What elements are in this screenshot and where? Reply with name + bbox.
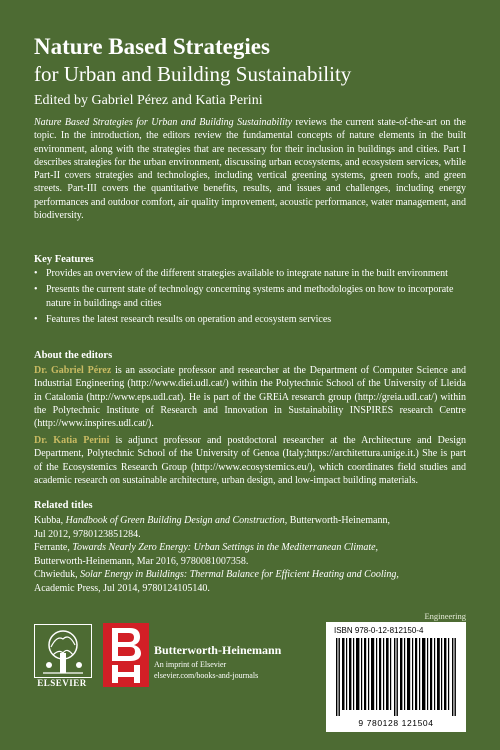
category-label: Engineering <box>424 611 466 621</box>
related-line: Butterworth-Heinemann, Mar 2016, 9780081007358. <box>34 555 249 567</box>
elsevier-tree-icon <box>35 625 91 677</box>
editor2-bio <box>34 434 466 487</box>
editor1-bio <box>34 364 466 430</box>
editors-line: Edited by Gabriel Pérez and Katia Perini <box>34 93 263 108</box>
related-titles-heading: Related titles <box>34 500 93 511</box>
about-editors-heading: About the editors <box>34 350 113 361</box>
editor2-text: is adjunct professor and postdoctoral researcher at the Architecture and Design Department, Polytechnic School of the University of Genoa (Italy;https://architettura.unige.it.) She is part of the Ecosystemics Research Group (http://www.ecosystemics.eu/), which coordinates field studies and academic research on sustainable architecture, urban design, and low-impact building materials. <box>34 435 466 486</box>
book-title: Nature Based Strategies <box>34 34 270 59</box>
barcode-bars <box>334 638 458 716</box>
key-features-heading: Key Features <box>34 254 94 265</box>
related-line: Jul 2012, 9780123851284. <box>34 528 141 540</box>
list-item: • Provides an overview of the different strategies available to integrate nature in the built environment <box>34 267 466 280</box>
elsevier-logo <box>34 624 92 678</box>
key-features-list <box>34 267 466 329</box>
editor2-name: Dr. Katia Perini <box>34 435 110 446</box>
barcode-number: 9 780128 121504 <box>358 718 434 728</box>
bh-monogram-icon <box>103 623 149 687</box>
isbn-barcode <box>326 622 466 732</box>
bh-publisher-name: Butterworth-Heinemann <box>154 643 282 657</box>
editor1-name: Dr. Gabriel Pérez <box>34 365 112 376</box>
description-book-title: Nature Based Strategies for Urban and Building Sustainability <box>34 117 293 128</box>
book-subtitle: for Urban and Building Sustainability <box>34 62 352 86</box>
publisher-url: elsevier.com/books-and-journals <box>154 671 259 680</box>
elsevier-wordmark: ELSEVIER <box>37 678 87 688</box>
bh-imprint-line: An imprint of Elsevier <box>154 660 227 669</box>
related-line: Academic Press, Jul 2014, 9780124105140. <box>34 582 210 594</box>
list-item: • Features the latest research results on operation and ecosystem services <box>34 313 466 326</box>
description-paragraph <box>34 116 466 222</box>
related-line: Chwieduk, Solar Energy in Buildings: Thermal Balance for Efficient Heating and Cooling, <box>34 569 399 581</box>
isbn-label: ISBN 978-0-12-812150-4 <box>334 626 424 635</box>
bh-logo <box>103 623 149 687</box>
description-text: reviews the current state-of-the-art on the topic. In the introduction, the editors review the fundamental concepts of nature elements in the built environment, along with the strategies that are necessary for their inclusion in buildings and cities. Part I describes strategies for the urban environment, discussing urban ecosystems, and ecosystem services, while Part-II covers strategies and technologies, including vertical greening systems, green roofs, and green streets. Part-III covers the quantitative benefits, results, and issues and challenges, including energy performances and outdoor comfort, air quality improvement, acoustic performance, water management, and biodiversity. <box>34 117 466 222</box>
list-item: • Presents the current state of technology concerning systems and methodologies on how to incorporate nature in buildings and cities <box>34 283 466 310</box>
related-line: Ferrante, Towards Nearly Zero Energy: Urban Settings in the Mediterranean Climate, <box>34 542 379 554</box>
related-line: Kubba, Handbook of Green Building Design and Construction, Butterworth-Heinemann, <box>34 515 390 526</box>
editor1-text: is an associate professor and researcher at the Department of Computer Science and Industrial Engineering (http://www.diei.udl.cat/) within the Polytechnic School of the University of Lleida in Catalonia (http://www.eps.udl.cat). He is part of the GREiA research group (http://greia.udl.cat/) within the Polytechnic Institute of Research and Innovation in Sustainability INSPIRES research Centre (http://www.inspires.udl.cat/). <box>34 365 466 430</box>
related-titles-list <box>34 514 474 596</box>
